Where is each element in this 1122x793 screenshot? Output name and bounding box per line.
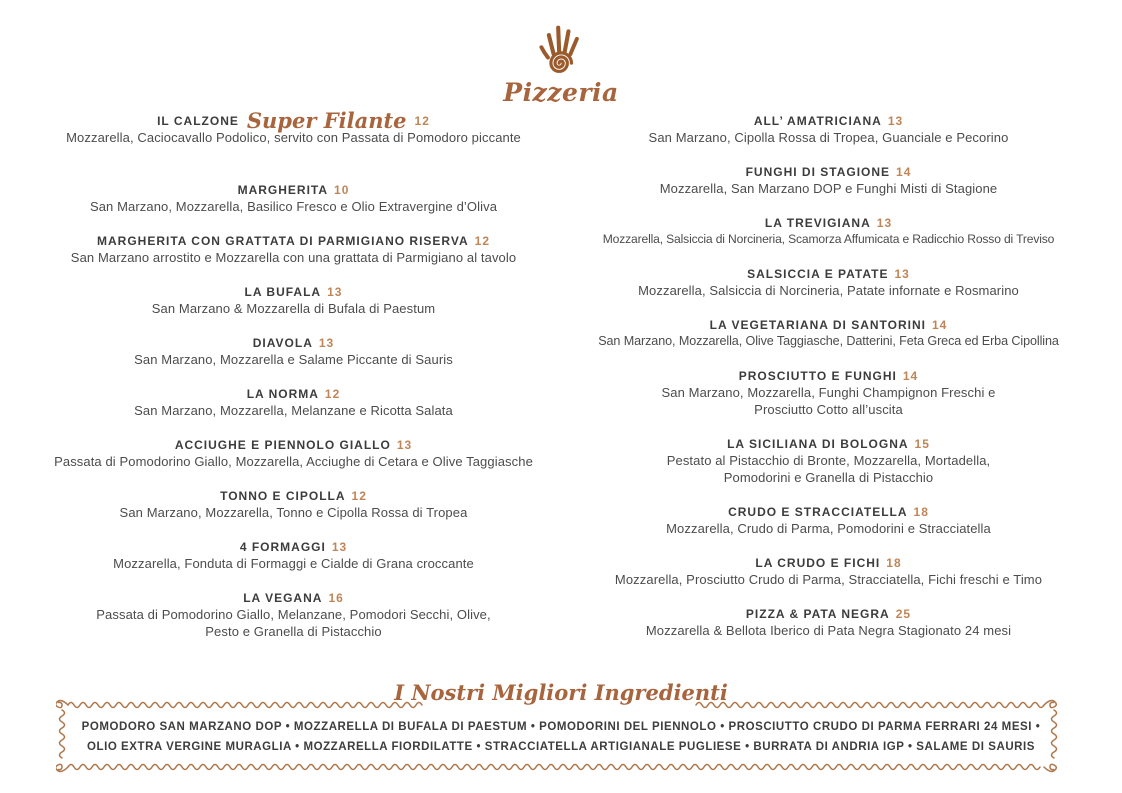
item-name: LA BUFALA (244, 285, 322, 299)
frame-curl-top-left (56, 701, 68, 708)
menu-item (561, 317, 1096, 350)
menu-item-title (561, 317, 1096, 333)
item-price: 13 (396, 438, 413, 452)
menu-item (26, 233, 561, 266)
menu-item-title (561, 436, 1096, 452)
menu-item (26, 335, 561, 368)
item-price: 13 (318, 336, 335, 350)
frame-wave-top-right (696, 703, 1044, 708)
menu-item (561, 164, 1096, 197)
menu-columns (0, 108, 1122, 658)
item-description-line: Mozzarella, Prosciutto Crudo di Parma, Stracciatella, Fichi freschi e Timo (614, 572, 1043, 587)
menu-item-title (26, 386, 561, 402)
menu-item (26, 108, 561, 146)
menu-item (561, 436, 1096, 486)
ingredients-list (56, 717, 1066, 757)
item-price: 13 (876, 216, 893, 230)
item-description-line: San Marzano, Cipolla Rossa di Tropea, Guanciale e Pecorino (648, 130, 1009, 145)
menu-item (26, 437, 561, 470)
menu-item (26, 590, 561, 640)
menu-item (26, 539, 561, 572)
menu-item (26, 488, 561, 521)
item-description-line: Mozzarella, San Marzano DOP e Funghi Misti di Stagione (659, 181, 998, 196)
item-price: 18 (913, 505, 929, 519)
frame-curl-bottom-left (56, 764, 68, 771)
frame-curl-top-right (1044, 701, 1056, 708)
ingredients-footer (56, 680, 1066, 778)
item-name: ALL’ AMATRICIANA (753, 114, 882, 128)
item-description-line: San Marzano, Mozzarella, Tonno e Cipolla Rossa di Tropea (119, 505, 468, 520)
item-name: ACCIUGHE E PIENNOLO GIALLO (174, 438, 391, 452)
item-price: 12 (414, 114, 430, 128)
item-description-line: Mozzarella, Salsiccia di Norcineria, Patate infornate e Rosmarino (638, 283, 1019, 298)
item-description-line: Prosciutto Cotto all’uscita (754, 402, 903, 417)
item-price: 25 (895, 607, 912, 621)
menu-item-title (26, 182, 561, 198)
menu-item-title (561, 266, 1096, 282)
item-name: TONNO E CIPOLLA (220, 489, 346, 503)
item-script-name: Super Filante (246, 108, 407, 133)
frame-curl-bottom-right (1044, 764, 1056, 771)
menu-column-left (26, 108, 561, 658)
item-name: LA VEGETARIANA DI SANTORINI (709, 318, 926, 332)
item-description-line: San Marzano arrostito e Mozzarella con una grattata di Parmigiano al tavolo (70, 250, 517, 265)
menu-item (561, 555, 1096, 588)
item-description-line: Passata di Pomodorino Giallo, Melanzane, Pomodori Secchi, Olive, (96, 607, 491, 622)
item-price: 13 (327, 285, 343, 299)
menu-item (561, 266, 1096, 299)
item-description-line: San Marzano, Mozzarella, Funghi Champignon Freschi e (661, 385, 996, 400)
ingredients-line: POMODORO SAN MARZANO DOP • MOZZARELLA DI BUFALA DI PAESTUM • POMODORINI DEL PIENNOLO • PROSCIUTTO CRUDO DI PARMA FERRARI 24 MESI • (81, 721, 1041, 733)
ingredients-title: I Nostri Migliori Ingredienti (394, 680, 728, 705)
menu-item-title (561, 113, 1096, 129)
menu-item-title (561, 368, 1096, 384)
menu-item-title (561, 555, 1096, 571)
item-name: LA NORMA (246, 387, 319, 401)
item-description-line: Mozzarella, Fonduta di Formaggi e Cialde di Grana croccante (113, 556, 474, 571)
item-description-line: San Marzano, Mozzarella, Basilico Fresco e Olio Extravergine d’Oliva (89, 199, 498, 214)
item-price: 12 (324, 387, 341, 401)
item-price: 13 (331, 540, 348, 554)
item-price: 16 (328, 591, 344, 605)
item-description-line: San Marzano, Mozzarella, Melanzane e Ricotta Salata (134, 403, 453, 418)
item-price: 15 (914, 437, 930, 451)
item-name: FUNGHI DI STAGIONE (745, 165, 891, 179)
menu-item-title (561, 504, 1096, 520)
item-price: 12 (474, 234, 490, 248)
item-description-line: San Marzano & Mozzarella di Bufala di Paestum (151, 301, 436, 316)
frame-wave-bottom (68, 765, 1040, 770)
item-name: MARGHERITA (237, 183, 329, 197)
item-name: IL CALZONE (157, 114, 239, 128)
item-description-line: Mozzarella, Salsiccia di Norcineria, Scamorza Affumicata e Radicchio Rosso di Treviso (602, 232, 1055, 246)
item-description-line: Pesto e Granella di Pistacchio (205, 624, 382, 639)
item-description-line: Mozzarella, Crudo di Parma, Pomodorini e Stracciatella (666, 521, 991, 536)
item-name: LA SICILIANA DI BOLOGNA (727, 437, 909, 451)
item-name: MARGHERITA CON GRATTATA DI PARMIGIANO RISERVA (96, 234, 469, 248)
menu-item (561, 215, 1096, 248)
item-description-line: Mozzarella, Caciocavallo Podolico, servito con Passata di Pomodoro piccante (66, 130, 521, 145)
menu-column-right (561, 113, 1096, 658)
menu-item (561, 606, 1096, 639)
menu-item (26, 386, 561, 419)
item-price: 13 (894, 267, 910, 281)
item-description-line: Pomodorini e Granella di Pistacchio (723, 470, 934, 485)
menu-item (561, 368, 1096, 418)
item-name: CRUDO E STRACCIATELLA (728, 505, 908, 519)
menu-item-title (26, 108, 561, 133)
item-price: 14 (896, 165, 912, 179)
menu-item (561, 113, 1096, 146)
item-price: 14 (902, 369, 919, 383)
ingredients-line: OLIO EXTRA VERGINE MURAGLIA • MOZZARELLA FIORDILATTE • STRACCIATELLA ARTIGIANALE PUGLIESE • BURRATA DI ANDRIA IGP • SALAME DI SAURIS (87, 741, 1035, 753)
menu-item (26, 284, 561, 317)
brand-header (0, 0, 1122, 107)
menu-item-title (561, 215, 1096, 231)
item-description-line: Pestato al Pistacchio di Bronte, Mozzarella, Mortadella, (666, 453, 991, 468)
item-name: 4 FORMAGGI (239, 540, 326, 554)
item-description-line: Mozzarella & Bellota Iberico di Pata Negra Stagionato 24 mesi (645, 623, 1012, 638)
item-name: PIZZA & PATA NEGRA (745, 607, 890, 621)
menu-item-title (26, 284, 561, 300)
menu-item (561, 504, 1096, 537)
menu-item-title (561, 164, 1096, 180)
menu-item-title (26, 539, 561, 555)
menu-item-title (26, 437, 561, 453)
item-name: SALSICCIA E PATATE (747, 267, 889, 281)
item-description-line: San Marzano, Mozzarella e Salame Piccante di Sauris (134, 352, 453, 367)
item-description-line: San Marzano, Mozzarella, Olive Taggiasche, Datterini, Feta Greca ed Erba Cipollina (598, 334, 1059, 348)
menu-item (26, 182, 561, 215)
hand-spiral-logo-icon (533, 22, 589, 80)
item-price: 13 (887, 114, 904, 128)
item-price: 18 (886, 556, 902, 570)
item-price: 14 (931, 318, 948, 332)
menu-item-title (561, 606, 1096, 622)
item-name: LA VEGANA (243, 591, 323, 605)
item-description-line: Passata di Pomodorino Giallo, Mozzarella, Acciughe di Cetara e Olive Taggiasche (54, 454, 533, 469)
brand-name: Pizzeria (503, 78, 619, 107)
menu-item-title (26, 233, 561, 249)
menu-item-title (26, 488, 561, 504)
menu-item-title (26, 590, 561, 606)
item-price: 12 (351, 489, 367, 503)
item-name: DIAVOLA (252, 336, 313, 350)
item-price: 10 (334, 183, 350, 197)
item-name: LA TREVIGIANA (764, 216, 871, 230)
frame-wave-top-left (68, 703, 422, 708)
item-name: LA CRUDO E FICHI (755, 556, 881, 570)
menu-item-title (26, 335, 561, 351)
item-name: PROSCIUTTO E FUNGHI (738, 369, 897, 383)
